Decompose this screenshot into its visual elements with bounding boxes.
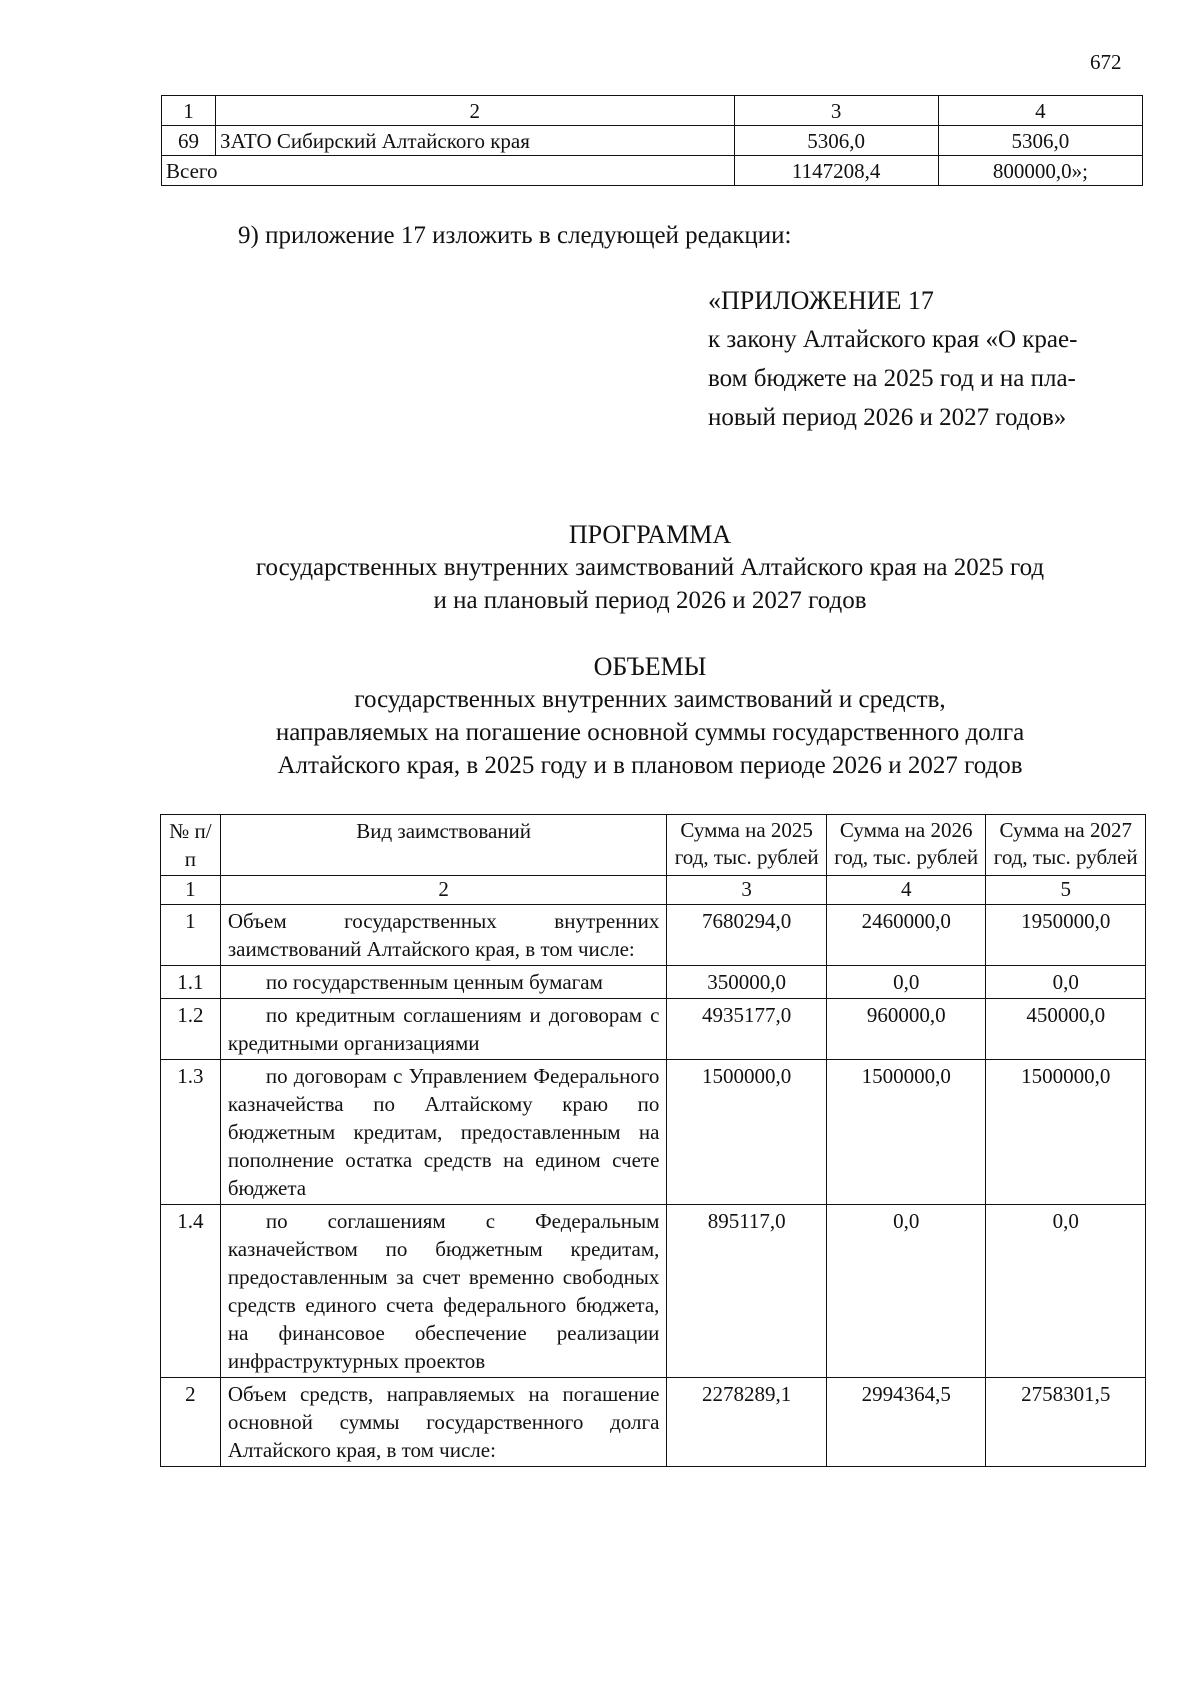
row-name: по соглашениям с Федеральным казначейством по бюджетным кредитам, предоставленным за счет временно свободных средств единого счета федерального бюджета, на финансовое обеспечение реализации инфраструктурных проектов: [220, 1205, 667, 1378]
table-header-row: [161, 815, 1146, 876]
volumes-title: ОБЪЕМЫ: [593, 652, 707, 681]
row-value-2027: 2758301,5: [986, 1378, 1146, 1467]
table-row: [161, 1378, 1146, 1467]
header-number: № п/п: [161, 815, 221, 876]
column-index: 2: [220, 876, 667, 905]
appendix-line: к закону Алтайского края «О крае-: [708, 326, 1078, 353]
appendix-line: новый период 2026 и 2027 годов»: [708, 404, 1067, 431]
volumes-subtitle: направляемых на погашение основной суммы государственного долга: [275, 719, 1025, 746]
table-row: [162, 126, 1143, 156]
row-value-2025: 1500000,0: [667, 1060, 827, 1205]
column-index: 3: [734, 96, 938, 126]
header-sum-2025: Сумма на 2025 год, тыс. рублей: [667, 815, 827, 876]
row-number: 1: [161, 905, 221, 966]
top-table: [161, 95, 1143, 186]
header-kind: Вид заимствований: [220, 815, 667, 876]
program-heading: [150, 518, 1150, 617]
column-index: 3: [667, 876, 827, 905]
amendment-instruction: 9) приложение 17 изложить в следующей редакции:: [238, 222, 792, 249]
table-row: [161, 1205, 1146, 1378]
appendix-title: «ПРИЛОЖЕНИЕ 17: [708, 286, 934, 315]
appendix-header: [708, 281, 1148, 437]
table-row: [161, 999, 1146, 1060]
row-value-2: 5306,0: [938, 126, 1142, 156]
row-value-2026: 0,0: [826, 966, 986, 999]
row-value-2027: 1950000,0: [986, 905, 1146, 966]
row-name: по договорам с Управлением Федерального казначейства по Алтайскому краю по бюджетным кредитам, предоставленным на пополнение остатка средств на едином счете бюджета: [220, 1060, 667, 1205]
program-subtitle: и на плановый период 2026 и 2027 годов: [433, 587, 867, 614]
row-value-2027: 1500000,0: [986, 1060, 1146, 1205]
column-index: 4: [826, 876, 986, 905]
row-number: 1.1: [161, 966, 221, 999]
row-value-2026: 0,0: [826, 1205, 986, 1378]
column-index: 2: [216, 96, 735, 126]
total-value-1: 1147208,4: [734, 156, 938, 186]
volumes-heading: [150, 650, 1150, 782]
row-number: 69: [162, 126, 216, 156]
borrowings-table: [160, 814, 1146, 1467]
row-value-1: 5306,0: [734, 126, 938, 156]
program-title: ПРОГРАММА: [568, 520, 732, 549]
column-index-row: [161, 876, 1146, 905]
row-value-2026: 1500000,0: [826, 1060, 986, 1205]
appendix-line: вом бюджете на 2025 год и на пла-: [708, 365, 1076, 392]
row-value-2027: 0,0: [986, 966, 1146, 999]
table-row: [161, 905, 1146, 966]
row-value-2025: 895117,0: [667, 1205, 827, 1378]
row-value-2025: 350000,0: [667, 966, 827, 999]
row-name: ЗАТО Сибирский Алтайского края: [216, 126, 735, 156]
column-index: 1: [161, 876, 221, 905]
row-value-2025: 7680294,0: [667, 905, 827, 966]
table-row: [161, 966, 1146, 999]
column-index: 5: [986, 876, 1146, 905]
header-sum-2026: Сумма на 2026 год, тыс. рублей: [826, 815, 986, 876]
page-number: 672: [1090, 50, 1122, 74]
row-number: 2: [161, 1378, 221, 1467]
volumes-subtitle: Алтайского края, в 2025 году и в плановом периоде 2026 и 2027 годов: [277, 752, 1023, 779]
total-label: Всего: [162, 156, 735, 186]
row-number: 1.2: [161, 999, 221, 1060]
total-row: [162, 156, 1143, 186]
row-name: Объем средств, направляемых на погашение основной суммы государственного долга Алтайского края, в том числе:: [220, 1378, 667, 1467]
header-sum-2027: Сумма на 2027 год, тыс. рублей: [986, 815, 1146, 876]
row-value-2026: 2994364,5: [826, 1378, 986, 1467]
table-row: [161, 1060, 1146, 1205]
total-value-2: 800000,0»;: [938, 156, 1142, 186]
row-value-2025: 4935177,0: [667, 999, 827, 1060]
row-name: по государственным ценным бумагам: [220, 966, 667, 999]
column-index: 1: [162, 96, 216, 126]
row-name: Объем государственных внутренних заимствований Алтайского края, в том числе:: [220, 905, 667, 966]
row-value-2025: 2278289,1: [667, 1378, 827, 1467]
volumes-subtitle: государственных внутренних заимствований и средств,: [354, 686, 946, 713]
row-value-2026: 2460000,0: [826, 905, 986, 966]
row-value-2027: 0,0: [986, 1205, 1146, 1378]
program-subtitle: государственных внутренних заимствований Алтайского края на 2025 год: [255, 554, 1045, 581]
column-index: 4: [938, 96, 1142, 126]
row-value-2027: 450000,0: [986, 999, 1146, 1060]
row-value-2026: 960000,0: [826, 999, 986, 1060]
table-header-row: [162, 96, 1143, 126]
row-name: по кредитным соглашениям и договорам с кредитными организациями: [220, 999, 667, 1060]
row-number: 1.3: [161, 1060, 221, 1205]
row-number: 1.4: [161, 1205, 221, 1378]
